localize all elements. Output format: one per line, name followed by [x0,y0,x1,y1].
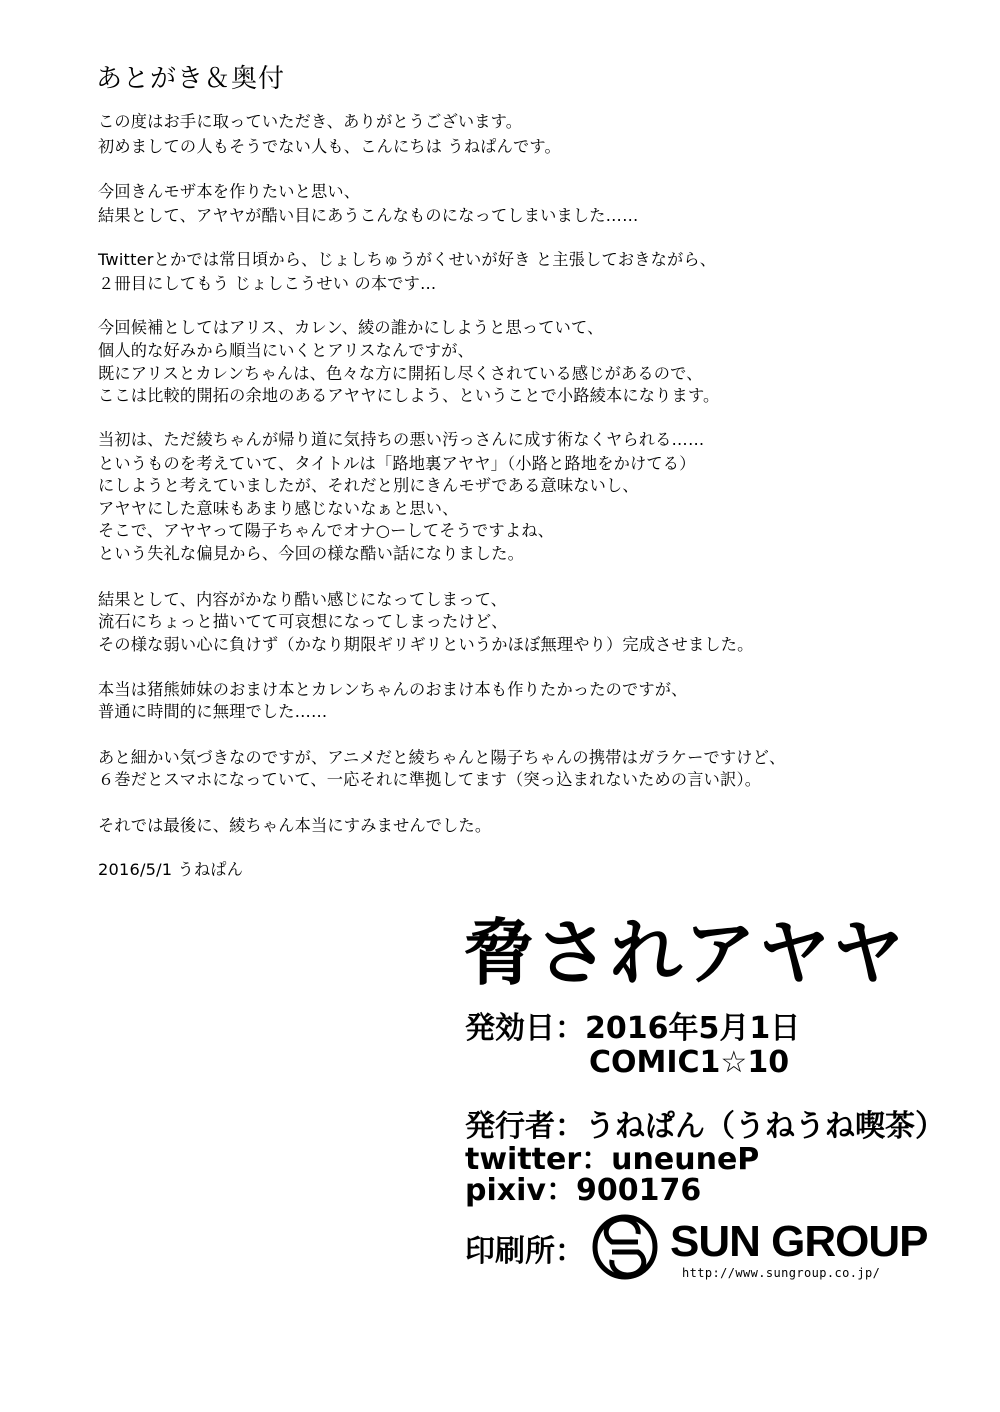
afterword-line: 本当は猪熊姉妹のおまけ本とカレンちゃんのおまけ本も作りたかったのですが、 [98,680,688,699]
printer-label: 印刷所： [465,1234,585,1269]
publisher: 発行者：うねぱん（うねうね喫茶） [465,1109,945,1144]
afterword-line: という失礼な偏見から、今回の様な酷い話になりました。 [98,544,525,563]
afterword-line: アヤヤにした意味もあまり感じないなぁと思い、 [98,499,459,518]
afterword-line: 当初は、ただ綾ちゃんが帰り道に気持ちの悪い汚っさんに成す術なくヤられる…… [98,430,705,449]
afterword-line: ６巻だとスマホになっていて、一応それに準拠してます（突っ込まれないための言い訳）。 [98,770,762,789]
issue-date: 発効日：2016年5月1日 [465,1011,801,1046]
afterword-title: あとがき＆奥付 [96,64,286,94]
afterword-line: 今回きんモザ本を作りたいと思い、 [98,182,361,201]
afterword-line: ここは比較的開拓の余地のあるアヤヤにしよう、ということで小路綾本になります。 [98,386,720,405]
afterword-line: 個人的な好みから順当にいくとアリスなんですが、 [98,341,474,360]
book-title: 脅されアヤヤ [462,911,907,995]
afterword-line: 流石にちょっと描いてて可哀想になってしまったけど、 [98,612,508,631]
twitter-handle: twitter：uneuneP [465,1142,760,1177]
sun-group-logo-name: SUN GROUP [670,1217,928,1266]
afterword-line: それでは最後に、綾ちゃん本当にすみませんでした。 [98,816,492,835]
afterword-line: ２冊目にしてもう じょしこうせい の本です… [98,274,437,293]
afterword-line: 既にアリスとカレンちゃんは、色々な方に開拓し尽くされている感じがあるので、 [98,364,703,383]
afterword-line: 今回候補としてはアリス、カレン、綾の誰かにしようと思っていて、 [98,318,604,337]
afterword-line: というものを考えていて、タイトルは「路地裏アヤヤ」（小路と路地をかけてる） [98,454,696,473]
sun-group-logo-mark-icon [592,1214,658,1280]
sun-group-url: http://www.sungroup.co.jp/ [682,1266,881,1280]
sun-group-logo [592,1214,942,1284]
afterword-line: 結果として、アヤヤが酷い目にあうこんなものになってしまいました…… [98,206,639,225]
afterword-line: にしようと考えていましたが、それだと別にきんモザである意味ないし、 [98,476,639,495]
event-name: COMIC1☆10 [589,1045,790,1080]
afterword-line: 初めましての人もそうでない人も、こんにちは うねぱんです。 [98,137,561,156]
afterword-line: あと細かい気づきなのですが、アニメだと綾ちゃんと陽子ちゃんの携帯はガラケーですけど、 [98,748,786,767]
afterword-line: その様な弱い心に負けず（かなり期限ギリギリというかほぼ無理やり）完成させました。 [98,635,754,654]
afterword-line: この度はお手に取っていただき、ありがとうございます。 [98,112,523,131]
afterword-line: Twitterとかでは常日頃から、じょしちゅうがくせいが好き と主張しておきながら、 [98,250,717,269]
afterword-line: そこで、アヤヤって陽子ちゃんでオナ○ーしてそうですよね、 [98,521,554,540]
afterword-line: 普通に時間的に無理でした…… [98,702,328,721]
afterword-signature: 2016/5/1 うねぱん [98,860,244,879]
afterword-line: 結果として、内容がかなり酷い感じになってしまって、 [98,590,508,609]
pixiv-id: pixiv：900176 [465,1173,702,1208]
